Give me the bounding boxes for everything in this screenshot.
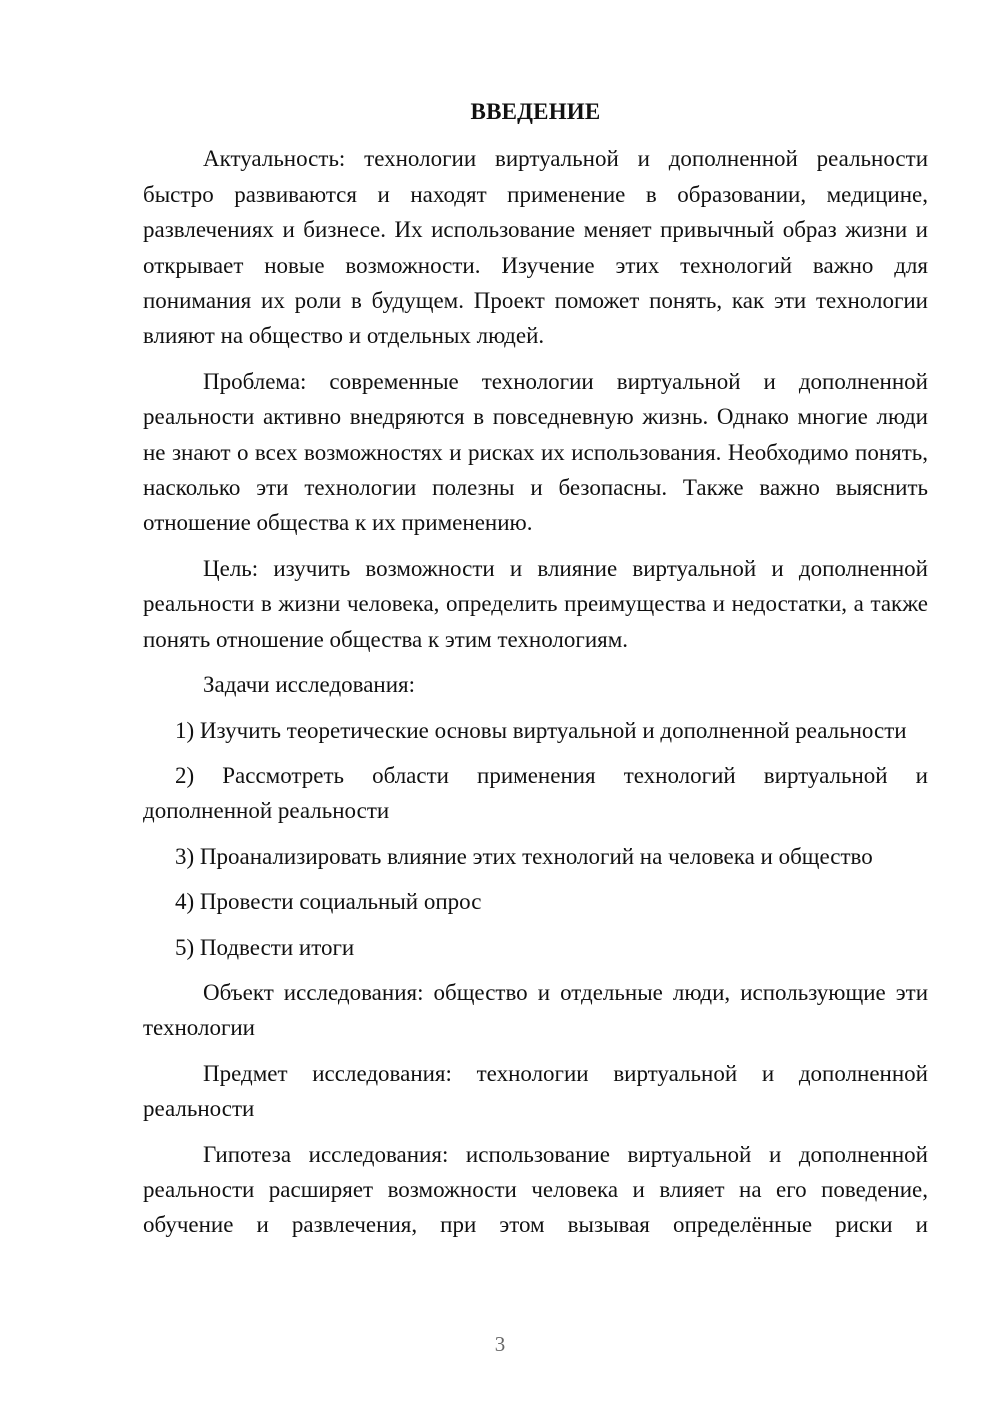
task-item-5: 5) Подвести итоги (175, 934, 355, 960)
paragraph-relevance: Актуальность: технологии виртуальной и дополненной реальности быстро развиваются и находят применение в образовании, медицине, развлечениях и бизнесе. Их использование меняет привычный образ жизни и открывает новые возможности. Изучение этих технологий важно для понимания их роли в будущем. Проект поможет понять, как эти технологии влияют на общество и отдельных людей. (143, 146, 928, 349)
paragraph-problem: Проблема: современные технологии виртуальной и дополненной реальности активно внедряются в повседневную жизнь. Однако многие люди не знают о всех возможностях и рисках их использования. Необходимо понять, насколько эти технологии полезны и безопасны. Также важно выяснить отношение общества к их применению. (143, 368, 928, 536)
tasks-heading: Задачи исследования: (203, 672, 416, 698)
paragraph-object: Объект исследования: общество и отдельные люди, использующие эти технологии (143, 979, 928, 1041)
task-item-1: 1) Изучить теоретические основы виртуальной и дополненной реальности (175, 717, 907, 743)
document-page (143, 94, 928, 1253)
page-title: ВВЕДЕНИЕ (470, 99, 601, 124)
task-item-4: 4) Провести социальный опрос (175, 889, 482, 915)
paragraph-hypothesis: Гипотеза исследования: использование виртуальной и дополненной реальности расширяет возможности человека и влияет на его поведение, обучение и развлечения, при этом вызывая определённые риски и (143, 1141, 928, 1238)
paragraph-goal: Цель: изучить возможности и влияние виртуальной и дополненной реальности в жизни человека, определить преимущества и недостатки, а также понять отношение общества к этим технологиям. (143, 555, 928, 652)
paragraph-subject: Предмет исследования: технологии виртуальной и дополненной реальности (143, 1060, 928, 1122)
task-item-3: 3) Проанализировать влияние этих технологий на человека и общество (175, 843, 873, 869)
page-number: 3 (494, 1332, 506, 1356)
task-item-2: 2) Рассмотреть области применения технологий виртуальной и дополненной реальности (143, 762, 928, 824)
